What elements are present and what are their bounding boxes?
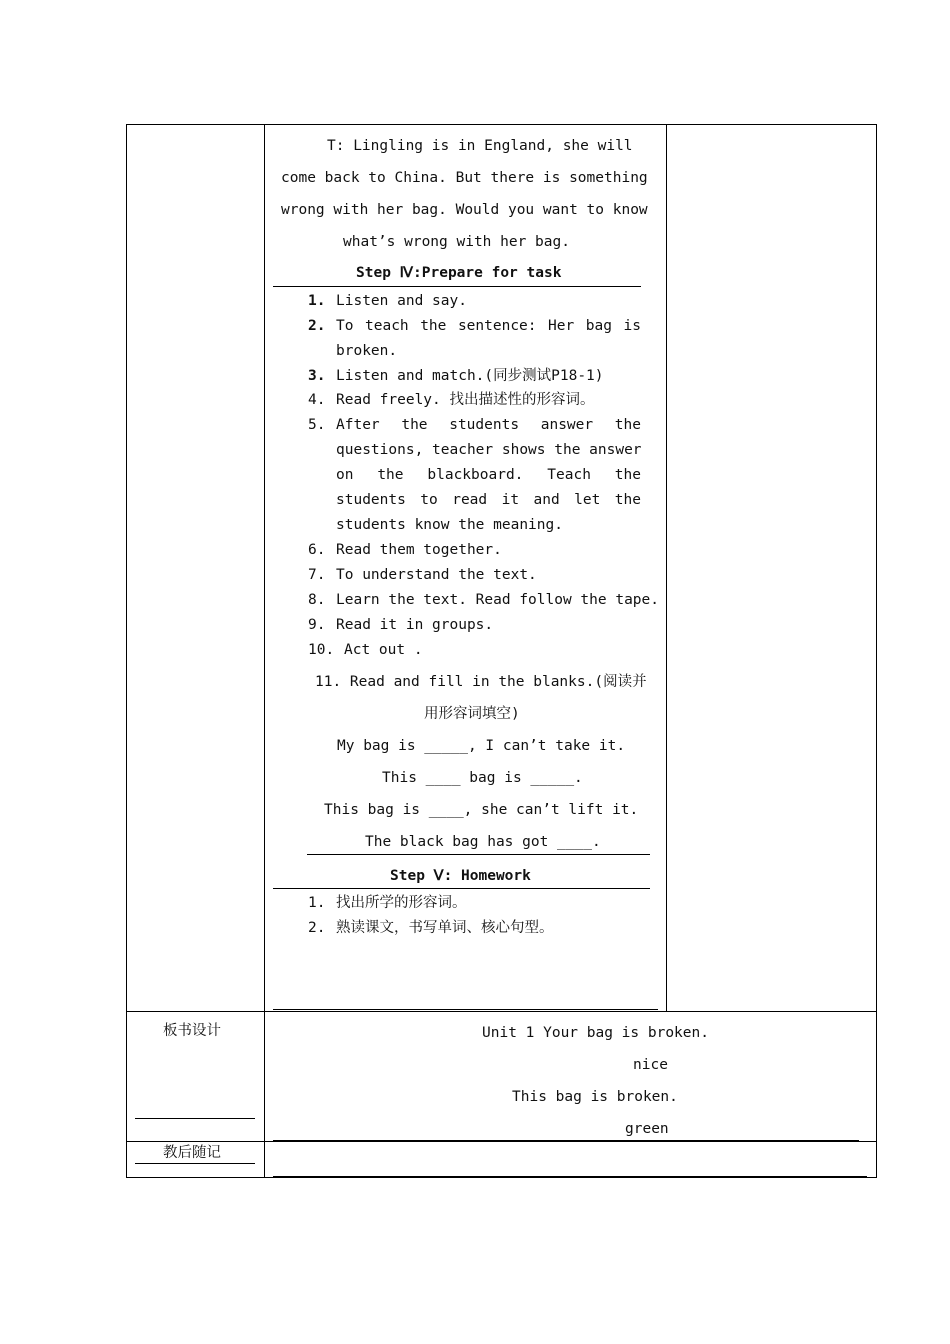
item-number: 1.	[308, 895, 326, 911]
item-text: Listen and say.	[336, 293, 467, 309]
content-column-divider	[666, 124, 667, 1011]
board-line: Unit 1 Your bag is broken.	[482, 1025, 709, 1041]
intro-line: T: Lingling is in England, she will	[327, 138, 633, 154]
item-11-line: 用形容词填空)	[424, 706, 520, 722]
board-line: This bag is broken.	[512, 1089, 678, 1105]
item-text: After the students answer the	[336, 417, 641, 433]
label-column-divider	[264, 124, 265, 1178]
blank-sentence: This ____ bag is _____.	[382, 770, 583, 786]
table-right-border	[876, 124, 877, 1178]
board-label-rule	[135, 1118, 255, 1119]
item-11-line: 11. Read and fill in the blanks.(阅读并	[315, 674, 647, 690]
item-text: on the blackboard. Teach the	[336, 467, 641, 483]
item-text: 熟读课文，书写单词、核心句型。	[336, 920, 554, 936]
item-text: questions, teacher shows the answer	[336, 442, 642, 458]
step4-rule	[273, 286, 641, 287]
item-text: Read it in groups.	[336, 617, 494, 633]
item-number: 1.	[308, 293, 326, 309]
intro-line: come back to China. But there is something	[281, 170, 648, 186]
table-left-border	[126, 124, 127, 1178]
step5-title: Step Ⅴ: Homework	[390, 868, 531, 884]
item-number: 4.	[308, 392, 326, 408]
step4-title: Step Ⅳ:Prepare for task	[356, 265, 562, 281]
post-class-notes-label: 教后随记	[163, 1145, 221, 1161]
item-number: 7.	[308, 567, 326, 583]
row-divider-notes	[126, 1141, 877, 1142]
item-text: Read freely. 找出描述性的形容词。	[336, 392, 595, 408]
item-text: To understand the text.	[336, 567, 537, 583]
item-text: 找出所学的形容词。	[336, 895, 467, 911]
board-line: nice	[633, 1057, 668, 1073]
item-text: Listen and match.(同步测试P18-1)	[336, 368, 604, 384]
item-number: 9.	[308, 617, 326, 633]
intro-line: what’s wrong with her bag.	[343, 234, 570, 250]
item-text: students to read it and let the	[336, 492, 641, 508]
blank-sentence: This bag is ____, she can’t lift it.	[324, 802, 639, 818]
board-design-label: 板书设计	[163, 1023, 221, 1039]
item-number: 3.	[308, 368, 326, 384]
notes-end-rule	[273, 1176, 867, 1177]
item-text: Read them together.	[336, 542, 502, 558]
content-end-rule	[273, 1009, 658, 1010]
board-line: green	[625, 1121, 669, 1137]
blanks-rule	[307, 854, 650, 855]
item-text: Learn the text. Read follow the tape.	[336, 592, 660, 608]
table-top-border	[126, 124, 877, 125]
item-number: 2.	[308, 920, 326, 936]
step5-rule	[273, 888, 650, 889]
item-number: 5.	[308, 417, 326, 433]
item-number: 2.	[308, 318, 326, 334]
item-text: Act out .	[344, 642, 423, 658]
table-bottom-border	[126, 1177, 877, 1178]
item-text: broken.	[336, 343, 398, 359]
item-text: To teach the sentence: Her bag is	[336, 318, 641, 334]
blank-sentence: The black bag has got ____.	[365, 834, 601, 850]
intro-line: wrong with her bag. Would you want to know	[281, 202, 648, 218]
item-number: 10.	[308, 642, 335, 658]
item-number: 6.	[308, 542, 326, 558]
notes-label-rule	[135, 1163, 255, 1164]
item-text: students know the meaning.	[336, 517, 563, 533]
item-number: 8.	[308, 592, 326, 608]
board-end-rule	[273, 1140, 859, 1141]
row-divider-board	[126, 1011, 877, 1012]
blank-sentence: My bag is _____, I can’t take it.	[337, 738, 626, 754]
